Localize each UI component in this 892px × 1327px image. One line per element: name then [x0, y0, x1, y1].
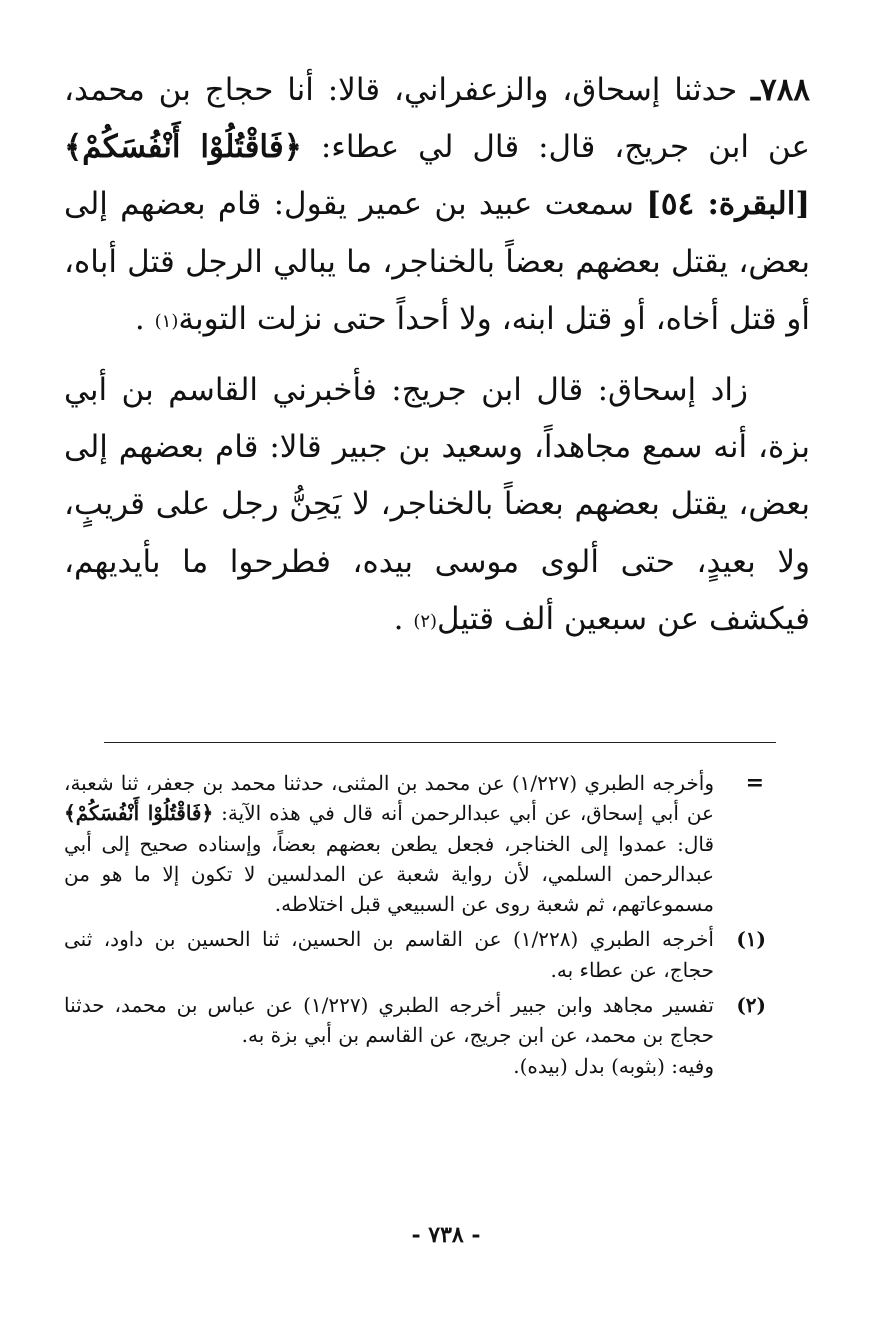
addition-paragraph — [64, 362, 810, 650]
quran-quote: ﴿فَاقْتُلُوْا أَنْفُسَكُمْ﴾ — [64, 129, 302, 166]
footnote-1-text: أخرجه الطبري (١/٢٢٨) عن القاسم بن الحسين، ثنا الحسين بن داود، ثنى حجاج، عن عطاء به. — [64, 927, 714, 982]
page-number: - ٧٣٨ - — [411, 1222, 481, 1248]
footnote-separator — [104, 742, 776, 743]
footnote-2-text: تفسير مجاهد وابن جبير أخرجه الطبري (١/٢٢٧) عن عباس بن محمد، حدثنا حجاج بن محمد، عن ابن جريج، عن القاسم بن أبي بزة به. — [64, 993, 714, 1048]
hadith-text-before-quote: حدثنا إسحاق، والزعفراني، قالا: أنا حجاج بن محمد، عن ابن جريج، قال: قال لي عطاء: — [64, 72, 811, 166]
hadith-entry — [64, 62, 810, 350]
hadith-text-after-quote: سمعت عبيد بن عمير يقول: قام بعضهم إلى بعض، يقتل بعضهم بعضاً بالخناجر، ما يبالي الرجل قتل أباه، أو قتل أخاه، أو قتل ابنه، ولا أحداً حتى نزلت التوبة — [64, 186, 810, 337]
footnotes — [64, 768, 770, 1086]
main-text — [64, 62, 810, 650]
footnote-2 — [64, 990, 770, 1081]
addition-text: زاد إسحاق: قال ابن جريج: فأخبرني القاسم بن أبي بزة، أنه سمع مجاهداً، وسعيد بن جبير قالا: قام بعضهم إلى بعض، يقتل بعضهم بعضاً بالخناجر، لا يَحِنُّ رجل على قريبٍ، ولا بعيدٍ، حتى ألوى موسى بيده، فطرحوا ما بأيديهم، فيكشف عن سبعين ألف قتيل — [64, 372, 810, 637]
footnote-1-marker: (١) — [736, 927, 766, 952]
continuation-marker: = — [745, 770, 764, 796]
hadith-number: ٧٨٨ـ — [750, 72, 810, 108]
footnote-2-extra: وفيه: (بثوبه) بدل (بيده). — [513, 1053, 714, 1078]
addition-end-punct: . — [393, 600, 404, 637]
continuation-text-2: قال: عمدوا إلى الخناجر، فجعل يطعن بعضهم بعضاً، وإسناده صحيح إلى أبي عبدالرحمن السلمي، لأن رواية شعبة عن المدلسين لا تكون إلا ما هو من مسموعاتهم، ثم شعبة روى عن السبيعي قبل اختلاطه. — [64, 831, 714, 917]
continuation-text-1: وأخرجه الطبري (١/٢٢٧) عن محمد بن المثنى، حدثنا محمد بن جعفر، ثنا شعبة، عن أبي إسحاق، عن أبي عبدالرحمن أنه قال في هذه الآية: — [64, 771, 714, 826]
hadith-end-punct: . — [134, 300, 145, 337]
footnote-2-marker: (٢) — [736, 993, 766, 1018]
footnote-marker-1: (١) — [154, 310, 179, 332]
footnote-marker-2: (٢) — [413, 610, 438, 632]
footnote-continuation — [64, 768, 770, 919]
continuation-quran-quote: ﴿فَاقْتُلُوْا أَنْفُسَكُمْ﴾ — [64, 801, 214, 826]
footnote-1 — [64, 924, 770, 985]
surah-reference: [البقرة: ٥٤] — [646, 186, 810, 223]
